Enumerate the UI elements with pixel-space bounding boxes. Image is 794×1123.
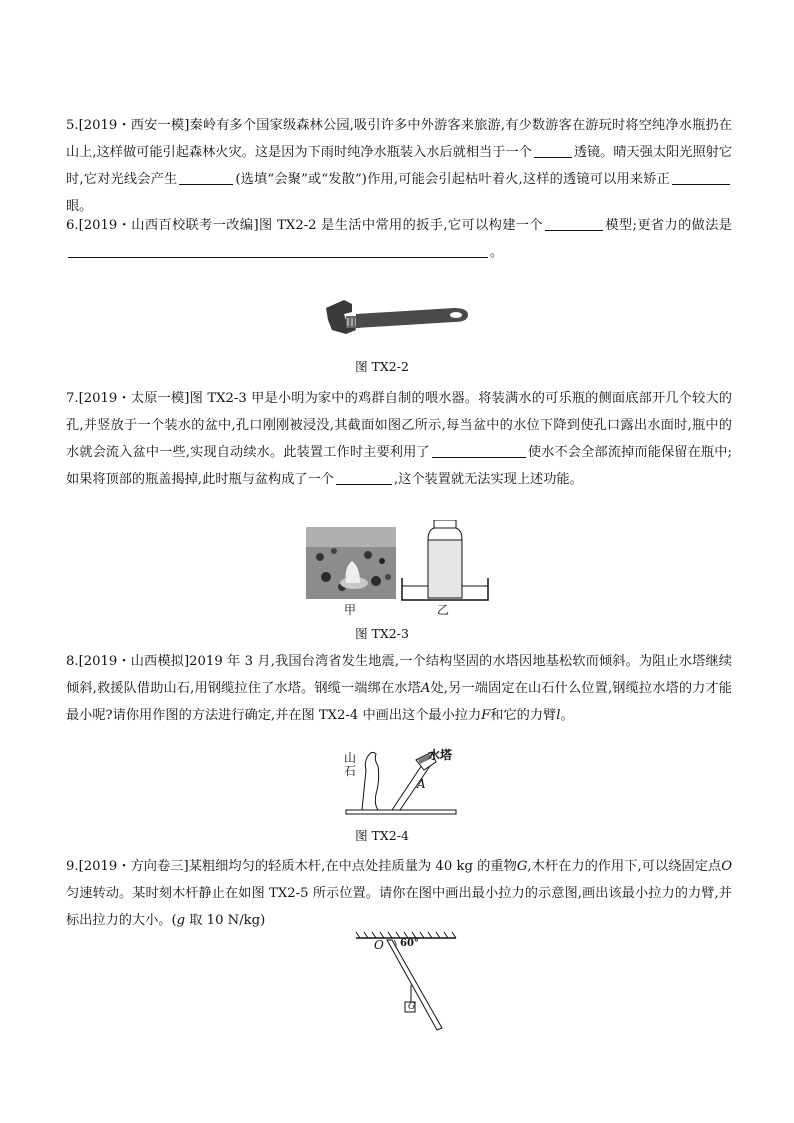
figure-label-angle: 60°: [400, 938, 419, 949]
chicken-photo: [306, 527, 396, 599]
q5-text-3: (选填“会聚”或“发散”)作用,可能会引起枯叶着火,这样的透镜可以用来矫正: [235, 172, 670, 187]
q5-blank-1[interactable]: [534, 142, 572, 158]
q6-blank-1[interactable]: [545, 215, 603, 231]
figure-label-yi: 乙: [437, 603, 450, 617]
figure-tx2-4-caption: 图 TX2-4: [355, 828, 409, 843]
q9-text-4: 取 10 N/kg): [185, 913, 266, 928]
q5-text-2: 透镜。晴天强太阳光照射它时,它对光线会产生: [66, 145, 733, 187]
figure-label-shan: 山: [344, 751, 357, 765]
q5-text-4: 眼。: [66, 199, 93, 214]
q9-weight-g: G: [516, 859, 528, 874]
q6-text-3: 。: [490, 245, 504, 260]
question-7: [66, 385, 732, 493]
question-8: [66, 648, 732, 729]
q5-text-1: 5.[2019・西安一模]秦岭有多个国家级森林公园,吸引许多中外游客来旅游,有少数游客在游玩时将空纯净水瓶扔在山上,这样做可能引起森林火灾。这是因为下雨时纯净水瓶装入水后就相当于一个: [66, 118, 732, 160]
q6-text-1: 6.[2019・山西百校联考一改编]图 TX2-2 是生活中常用的扳手,它可以构建一个: [66, 218, 543, 233]
q9-gravity-g: g: [176, 913, 186, 928]
q7-text-2: 使水不会全部流掉而能保留在瓶中;如果将顶部的瓶盖揭掉,此时瓶与盆构成了一个: [66, 445, 732, 487]
q9-text-1: 9.[2019・方向卷三]某粗细均匀的轻质木杆,在中点处挂质量为 40 kg 的重物: [66, 859, 517, 874]
q8-arm-l: l: [556, 708, 561, 723]
q8-text-3: 和它的力臂: [490, 708, 557, 723]
figure-label-o: O: [374, 938, 384, 952]
q9-text-2: ,木杆在力的作用下,可以绕固定点: [527, 859, 722, 874]
q6-text-2: 模型;更省力的做法是: [604, 218, 732, 233]
q8-text-2: 处,另一端固定在山石什么位置,钢缆拉水塔的力才能最小呢?请你用作图的方法进行确定,并在图 TX2-4 中画出这个最小拉力: [66, 681, 732, 723]
q9-text-3: 匀速转动。某时刻木杆静止在如图 TX2-5 所示位置。请你在图中画出最小拉力的示意图,画出该最小拉力的力臂,并标出拉力的大小。(: [66, 886, 732, 928]
feeder-cross-section: [400, 520, 490, 602]
figure-label-a: A: [417, 777, 426, 791]
question-6: [66, 212, 732, 266]
figure-label-shi: 石: [344, 764, 357, 778]
figure-tx2-2-caption: 图 TX2-2: [355, 359, 409, 374]
q5-blank-2[interactable]: [179, 169, 233, 185]
figure-tx2-3-caption: 图 TX2-3: [355, 626, 409, 641]
figure-label-water-tower: 水塔: [428, 748, 453, 762]
q6-blank-2[interactable]: [68, 242, 488, 258]
q9-pivot-o: O: [721, 859, 732, 874]
q7-text-3: ,这个装置就无法实现上述功能。: [393, 472, 583, 487]
q8-text-4: 。: [560, 708, 574, 723]
question-5: [66, 112, 732, 220]
q8-point-a: A: [420, 681, 431, 696]
wrench-figure: [322, 290, 472, 344]
q7-blank-1[interactable]: [432, 442, 526, 458]
q5-blank-3[interactable]: [672, 169, 730, 185]
q7-blank-2[interactable]: [336, 469, 392, 485]
q8-text-1: 8.[2019・山西模拟]2019 年 3 月,我国台湾省发生地震,一个结构坚固的水塔因地基松软而倾斜。为阻止水塔继续倾斜,救援队借助山石,用钢缆拉住了水塔。钢缆一端绑在水塔: [66, 654, 732, 696]
figure-label-jia: 甲: [344, 603, 357, 617]
q8-force-f: F: [481, 708, 491, 723]
figure-label-g: G: [408, 1002, 416, 1012]
q7-text-1: 7.[2019・太原一模]图 TX2-3 甲是小明为家中的鸡群自制的喂水器。将装满水的可乐瓶的侧面底部开几个较大的孔,并竖放于一个装水的盆中,孔口刚刚被浸没,其截面如图乙所示,每当盆中的水位下降到使孔口露出水面时,瓶中的水就会流入盆中一些,实现自动续水。此装置工作时主要利用了: [66, 391, 732, 460]
question-9: [66, 853, 732, 934]
